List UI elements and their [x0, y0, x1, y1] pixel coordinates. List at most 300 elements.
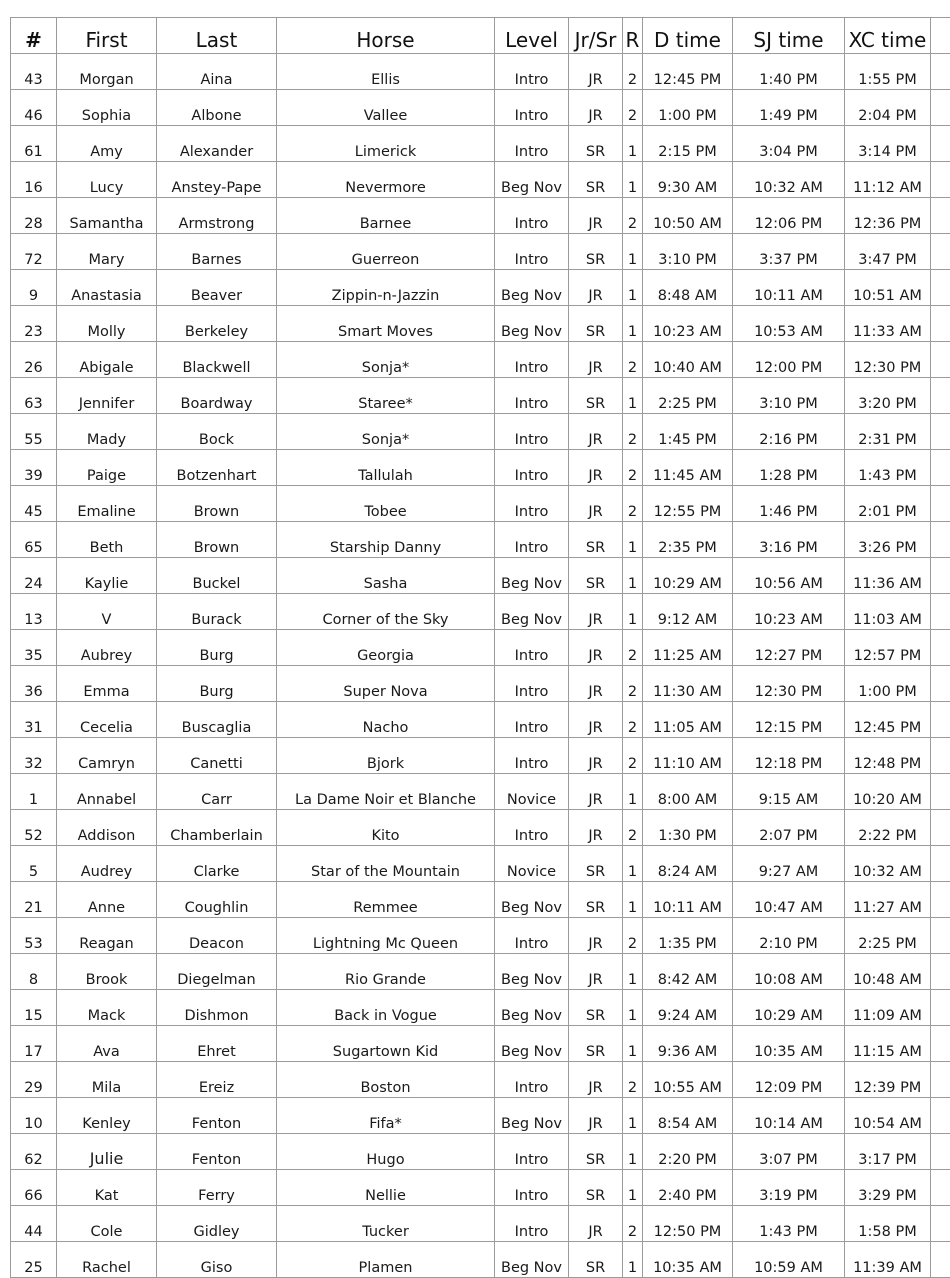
first-name-cell: Julie — [57, 1134, 157, 1170]
table-row — [11, 774, 950, 810]
dressage-time-cell: 1:00 PM — [643, 90, 733, 126]
cross-country-time-cell: 12:48 PM — [845, 738, 931, 774]
extra-empty-cell — [931, 954, 950, 990]
level-cell: Intro — [495, 810, 569, 846]
jr-sr-cell: SR — [569, 558, 623, 594]
first-name-cell: Morgan — [57, 54, 157, 90]
last-name-cell: Ehret — [157, 1026, 277, 1062]
table-row — [11, 882, 950, 918]
extra-empty-cell — [931, 270, 950, 306]
horse-name-cell: Tallulah — [277, 450, 495, 486]
rider-number-cell: 63 — [11, 378, 57, 414]
table-row — [11, 342, 950, 378]
show-jumping-time-cell: 10:32 AM — [733, 162, 845, 198]
first-name-cell: V — [57, 594, 157, 630]
table-row — [11, 162, 950, 198]
show-jumping-time-cell: 3:19 PM — [733, 1170, 845, 1206]
cross-country-time-cell: 3:26 PM — [845, 522, 931, 558]
extra-empty-cell — [931, 594, 950, 630]
ring-cell: 2 — [623, 342, 643, 378]
show-jumping-time-cell: 10:11 AM — [733, 270, 845, 306]
rider-number-cell: 39 — [11, 450, 57, 486]
horse-name-cell: Sonja* — [277, 342, 495, 378]
horse-name-cell: Limerick — [277, 126, 495, 162]
level-cell: Beg Nov — [495, 882, 569, 918]
cross-country-time-cell: 3:29 PM — [845, 1170, 931, 1206]
first-name-cell: Kaylie — [57, 558, 157, 594]
last-name-cell: Ferry — [157, 1170, 277, 1206]
ring-cell: 2 — [623, 1206, 643, 1242]
extra-empty-cell — [931, 1242, 950, 1278]
dressage-time-cell: 8:24 AM — [643, 846, 733, 882]
level-cell: Beg Nov — [495, 1242, 569, 1278]
ring-cell: 1 — [623, 882, 643, 918]
rider-number-cell: 32 — [11, 738, 57, 774]
jr-sr-cell: JR — [569, 954, 623, 990]
horse-name-cell: Sugartown Kid — [277, 1026, 495, 1062]
cross-country-time-cell: 2:25 PM — [845, 918, 931, 954]
ring-cell: 1 — [623, 1242, 643, 1278]
level-cell: Intro — [495, 702, 569, 738]
last-name-cell: Fenton — [157, 1134, 277, 1170]
first-name-cell: Sophia — [57, 90, 157, 126]
show-jumping-time-cell: 1:43 PM — [733, 1206, 845, 1242]
first-name-cell: Addison — [57, 810, 157, 846]
rider-number-cell: 72 — [11, 234, 57, 270]
ring-cell: 1 — [623, 378, 643, 414]
level-cell: Beg Nov — [495, 306, 569, 342]
table-row — [11, 594, 950, 630]
extra-empty-cell — [931, 378, 950, 414]
cross-country-time-cell: 11:33 AM — [845, 306, 931, 342]
level-cell: Novice — [495, 846, 569, 882]
last-name-cell: Dishmon — [157, 990, 277, 1026]
first-name-cell: Cole — [57, 1206, 157, 1242]
show-jumping-time-cell: 10:14 AM — [733, 1098, 845, 1134]
level-cell: Intro — [495, 1170, 569, 1206]
horse-name-cell: Kito — [277, 810, 495, 846]
cross-country-time-cell: 11:09 AM — [845, 990, 931, 1026]
horse-name-cell: Nevermore — [277, 162, 495, 198]
horse-name-cell: Lightning Mc Queen — [277, 918, 495, 954]
cross-country-time-cell: 10:20 AM — [845, 774, 931, 810]
cross-country-time-cell: 12:36 PM — [845, 198, 931, 234]
last-name-cell: Ereiz — [157, 1062, 277, 1098]
dressage-time-cell: 11:05 AM — [643, 702, 733, 738]
extra-empty-cell — [931, 522, 950, 558]
extra-empty-cell — [931, 846, 950, 882]
show-jumping-time-cell: 10:23 AM — [733, 594, 845, 630]
first-name-cell: Anne — [57, 882, 157, 918]
jr-sr-cell: JR — [569, 1098, 623, 1134]
rider-number-cell: 5 — [11, 846, 57, 882]
first-name-cell: Samantha — [57, 198, 157, 234]
jr-sr-cell: JR — [569, 486, 623, 522]
horse-name-cell: Corner of the Sky — [277, 594, 495, 630]
cross-country-time-cell: 3:20 PM — [845, 378, 931, 414]
show-jumping-time-cell: 1:49 PM — [733, 90, 845, 126]
rider-number-cell: 36 — [11, 666, 57, 702]
ring-cell: 1 — [623, 774, 643, 810]
last-name-cell: Burg — [157, 630, 277, 666]
ring-cell: 2 — [623, 702, 643, 738]
horse-name-cell: Super Nova — [277, 666, 495, 702]
rider-number-cell: 26 — [11, 342, 57, 378]
jr-sr-cell: SR — [569, 306, 623, 342]
first-name-cell: Rachel — [57, 1242, 157, 1278]
table-row — [11, 630, 950, 666]
level-cell: Beg Nov — [495, 1098, 569, 1134]
dressage-time-cell: 2:25 PM — [643, 378, 733, 414]
dressage-time-cell: 1:45 PM — [643, 414, 733, 450]
last-name-cell: Aina — [157, 54, 277, 90]
jr-sr-cell: JR — [569, 666, 623, 702]
level-cell: Intro — [495, 54, 569, 90]
first-name-cell: Mila — [57, 1062, 157, 1098]
table-row — [11, 666, 950, 702]
horse-name-cell: Bjork — [277, 738, 495, 774]
jr-sr-cell: JR — [569, 1206, 623, 1242]
level-cell: Intro — [495, 918, 569, 954]
ring-cell: 1 — [623, 306, 643, 342]
extra-empty-cell — [931, 990, 950, 1026]
jr-sr-cell: JR — [569, 54, 623, 90]
horse-name-cell: Remmee — [277, 882, 495, 918]
dressage-time-cell: 12:55 PM — [643, 486, 733, 522]
first-name-cell: Brook — [57, 954, 157, 990]
last-name-cell: Diegelman — [157, 954, 277, 990]
extra-empty-cell — [931, 234, 950, 270]
first-name-cell: Ava — [57, 1026, 157, 1062]
table-row — [11, 270, 950, 306]
extra-empty-cell — [931, 1206, 950, 1242]
table-row — [11, 414, 950, 450]
dressage-time-cell: 11:25 AM — [643, 630, 733, 666]
dressage-time-cell: 10:23 AM — [643, 306, 733, 342]
show-jumping-time-cell: 12:09 PM — [733, 1062, 845, 1098]
table-row — [11, 1098, 950, 1134]
first-name-cell: Cecelia — [57, 702, 157, 738]
show-jumping-time-cell: 1:28 PM — [733, 450, 845, 486]
table-row — [11, 1134, 950, 1170]
header-row — [11, 18, 950, 54]
cross-country-time-cell: 11:27 AM — [845, 882, 931, 918]
extra-empty-cell — [931, 630, 950, 666]
first-name-cell: Reagan — [57, 918, 157, 954]
dressage-time-cell: 11:45 AM — [643, 450, 733, 486]
show-jumping-time-cell: 10:53 AM — [733, 306, 845, 342]
cross-country-time-cell: 12:57 PM — [845, 630, 931, 666]
jr-sr-cell: JR — [569, 90, 623, 126]
dressage-time-cell: 11:10 AM — [643, 738, 733, 774]
last-name-cell: Canetti — [157, 738, 277, 774]
table-row — [11, 522, 950, 558]
cross-country-time-cell: 11:12 AM — [845, 162, 931, 198]
show-jumping-time-cell: 3:37 PM — [733, 234, 845, 270]
ring-cell: 2 — [623, 630, 643, 666]
rider-number-cell: 13 — [11, 594, 57, 630]
header-horse: Horse — [277, 18, 495, 54]
jr-sr-cell: SR — [569, 882, 623, 918]
show-jumping-time-cell: 10:29 AM — [733, 990, 845, 1026]
level-cell: Beg Nov — [495, 1026, 569, 1062]
show-jumping-time-cell: 10:08 AM — [733, 954, 845, 990]
last-name-cell: Clarke — [157, 846, 277, 882]
extra-empty-cell — [931, 198, 950, 234]
header-last-name: Last — [157, 18, 277, 54]
first-name-cell: Paige — [57, 450, 157, 486]
horse-name-cell: Plamen — [277, 1242, 495, 1278]
header-first-name: First — [57, 18, 157, 54]
rider-number-cell: 62 — [11, 1134, 57, 1170]
rider-number-cell: 55 — [11, 414, 57, 450]
dressage-time-cell: 10:11 AM — [643, 882, 733, 918]
ring-cell: 2 — [623, 90, 643, 126]
ring-cell: 1 — [623, 954, 643, 990]
rider-number-cell: 17 — [11, 1026, 57, 1062]
header-level: Level — [495, 18, 569, 54]
rider-number-cell: 25 — [11, 1242, 57, 1278]
header-ring: R — [623, 18, 643, 54]
jr-sr-cell: SR — [569, 162, 623, 198]
first-name-cell: Abigale — [57, 342, 157, 378]
rider-number-cell: 66 — [11, 1170, 57, 1206]
ring-cell: 1 — [623, 1134, 643, 1170]
ring-cell: 2 — [623, 486, 643, 522]
level-cell: Intro — [495, 126, 569, 162]
table-row — [11, 486, 950, 522]
jr-sr-cell: SR — [569, 1134, 623, 1170]
last-name-cell: Giso — [157, 1242, 277, 1278]
rider-number-cell: 16 — [11, 162, 57, 198]
rider-number-cell: 15 — [11, 990, 57, 1026]
last-name-cell: Berkeley — [157, 306, 277, 342]
ring-cell: 1 — [623, 1170, 643, 1206]
first-name-cell: Molly — [57, 306, 157, 342]
jr-sr-cell: JR — [569, 414, 623, 450]
horse-name-cell: Sonja* — [277, 414, 495, 450]
dressage-time-cell: 9:24 AM — [643, 990, 733, 1026]
show-jumping-time-cell: 12:27 PM — [733, 630, 845, 666]
cross-country-time-cell: 3:47 PM — [845, 234, 931, 270]
rider-number-cell: 21 — [11, 882, 57, 918]
extra-empty-cell — [931, 1134, 950, 1170]
extra-empty-cell — [931, 342, 950, 378]
ride-time-table — [10, 17, 950, 1278]
cross-country-time-cell: 2:01 PM — [845, 486, 931, 522]
last-name-cell: Fenton — [157, 1098, 277, 1134]
horse-name-cell: Tucker — [277, 1206, 495, 1242]
table-row — [11, 198, 950, 234]
extra-empty-cell — [931, 1062, 950, 1098]
level-cell: Intro — [495, 198, 569, 234]
ring-cell: 1 — [623, 270, 643, 306]
first-name-cell: Amy — [57, 126, 157, 162]
show-jumping-time-cell: 10:35 AM — [733, 1026, 845, 1062]
last-name-cell: Blackwell — [157, 342, 277, 378]
ring-cell: 1 — [623, 522, 643, 558]
dressage-time-cell: 1:30 PM — [643, 810, 733, 846]
show-jumping-time-cell: 10:59 AM — [733, 1242, 845, 1278]
level-cell: Intro — [495, 414, 569, 450]
jr-sr-cell: JR — [569, 342, 623, 378]
level-cell: Novice — [495, 774, 569, 810]
level-cell: Intro — [495, 378, 569, 414]
extra-empty-cell — [931, 918, 950, 954]
rider-number-cell: 10 — [11, 1098, 57, 1134]
dressage-time-cell: 9:12 AM — [643, 594, 733, 630]
ring-cell: 2 — [623, 1062, 643, 1098]
dressage-time-cell: 2:40 PM — [643, 1170, 733, 1206]
jr-sr-cell: SR — [569, 846, 623, 882]
header-jr-sr: Jr/Sr — [569, 18, 623, 54]
rider-number-cell: 29 — [11, 1062, 57, 1098]
horse-name-cell: Vallee — [277, 90, 495, 126]
last-name-cell: Armstrong — [157, 198, 277, 234]
dressage-time-cell: 2:20 PM — [643, 1134, 733, 1170]
level-cell: Intro — [495, 1206, 569, 1242]
last-name-cell: Alexander — [157, 126, 277, 162]
horse-name-cell: Star of the Mountain — [277, 846, 495, 882]
show-jumping-time-cell: 9:15 AM — [733, 774, 845, 810]
level-cell: Beg Nov — [495, 990, 569, 1026]
dressage-time-cell: 2:15 PM — [643, 126, 733, 162]
horse-name-cell: Ellis — [277, 54, 495, 90]
horse-name-cell: Georgia — [277, 630, 495, 666]
ring-cell: 2 — [623, 810, 643, 846]
show-jumping-time-cell: 3:04 PM — [733, 126, 845, 162]
jr-sr-cell: SR — [569, 126, 623, 162]
jr-sr-cell: JR — [569, 594, 623, 630]
extra-empty-cell — [931, 774, 950, 810]
level-cell: Intro — [495, 450, 569, 486]
last-name-cell: Buscaglia — [157, 702, 277, 738]
table-row — [11, 1206, 950, 1242]
extra-empty-cell — [931, 702, 950, 738]
horse-name-cell: Tobee — [277, 486, 495, 522]
level-cell: Intro — [495, 666, 569, 702]
cross-country-time-cell: 2:04 PM — [845, 90, 931, 126]
rider-number-cell: 45 — [11, 486, 57, 522]
cross-country-time-cell: 12:45 PM — [845, 702, 931, 738]
cross-country-time-cell: 3:17 PM — [845, 1134, 931, 1170]
table-row — [11, 846, 950, 882]
level-cell: Intro — [495, 90, 569, 126]
show-jumping-time-cell: 9:27 AM — [733, 846, 845, 882]
cross-country-time-cell: 2:22 PM — [845, 810, 931, 846]
dressage-time-cell: 10:29 AM — [643, 558, 733, 594]
last-name-cell: Burack — [157, 594, 277, 630]
last-name-cell: Chamberlain — [157, 810, 277, 846]
last-name-cell: Barnes — [157, 234, 277, 270]
dressage-time-cell: 12:50 PM — [643, 1206, 733, 1242]
ring-cell: 1 — [623, 1026, 643, 1062]
horse-name-cell: Smart Moves — [277, 306, 495, 342]
rider-number-cell: 23 — [11, 306, 57, 342]
show-jumping-time-cell: 3:07 PM — [733, 1134, 845, 1170]
rider-number-cell: 46 — [11, 90, 57, 126]
cross-country-time-cell: 10:48 AM — [845, 954, 931, 990]
horse-name-cell: Guerreon — [277, 234, 495, 270]
cross-country-time-cell: 11:39 AM — [845, 1242, 931, 1278]
last-name-cell: Albone — [157, 90, 277, 126]
first-name-cell: Beth — [57, 522, 157, 558]
header-number: # — [11, 18, 57, 54]
first-name-cell: Emaline — [57, 486, 157, 522]
last-name-cell: Carr — [157, 774, 277, 810]
table-row — [11, 1026, 950, 1062]
horse-name-cell: Nellie — [277, 1170, 495, 1206]
table-row — [11, 1242, 950, 1278]
ring-cell: 2 — [623, 918, 643, 954]
table-row — [11, 918, 950, 954]
extra-empty-cell — [931, 1170, 950, 1206]
rider-number-cell: 35 — [11, 630, 57, 666]
level-cell: Intro — [495, 738, 569, 774]
extra-empty-cell — [931, 90, 950, 126]
last-name-cell: Boardway — [157, 378, 277, 414]
dressage-time-cell: 11:30 AM — [643, 666, 733, 702]
cross-country-time-cell: 1:58 PM — [845, 1206, 931, 1242]
rider-number-cell: 44 — [11, 1206, 57, 1242]
ring-cell: 1 — [623, 558, 643, 594]
level-cell: Beg Nov — [495, 558, 569, 594]
rider-number-cell: 61 — [11, 126, 57, 162]
cross-country-time-cell: 1:55 PM — [845, 54, 931, 90]
show-jumping-time-cell: 12:30 PM — [733, 666, 845, 702]
extra-empty-cell — [931, 882, 950, 918]
extra-empty-cell — [931, 738, 950, 774]
table-row — [11, 1062, 950, 1098]
header-cross-country-time: XC time — [845, 18, 931, 54]
horse-name-cell: Barnee — [277, 198, 495, 234]
show-jumping-time-cell: 12:18 PM — [733, 738, 845, 774]
jr-sr-cell: JR — [569, 450, 623, 486]
dressage-time-cell: 8:42 AM — [643, 954, 733, 990]
dressage-time-cell: 2:35 PM — [643, 522, 733, 558]
table-row — [11, 234, 950, 270]
table-row — [11, 1170, 950, 1206]
horse-name-cell: La Dame Noir et Blanche — [277, 774, 495, 810]
level-cell: Beg Nov — [495, 162, 569, 198]
ring-cell: 1 — [623, 594, 643, 630]
show-jumping-time-cell: 3:16 PM — [733, 522, 845, 558]
extra-empty-cell — [931, 306, 950, 342]
jr-sr-cell: SR — [569, 990, 623, 1026]
level-cell: Intro — [495, 486, 569, 522]
jr-sr-cell: JR — [569, 918, 623, 954]
show-jumping-time-cell: 2:16 PM — [733, 414, 845, 450]
level-cell: Intro — [495, 522, 569, 558]
ring-cell: 2 — [623, 666, 643, 702]
ring-cell: 1 — [623, 1098, 643, 1134]
dressage-time-cell: 8:00 AM — [643, 774, 733, 810]
dressage-time-cell: 10:35 AM — [643, 1242, 733, 1278]
table-row — [11, 954, 950, 990]
show-jumping-time-cell: 1:40 PM — [733, 54, 845, 90]
extra-empty-cell — [931, 162, 950, 198]
jr-sr-cell: JR — [569, 702, 623, 738]
horse-name-cell: Sasha — [277, 558, 495, 594]
jr-sr-cell: SR — [569, 1242, 623, 1278]
extra-empty-cell — [931, 54, 950, 90]
show-jumping-time-cell: 2:07 PM — [733, 810, 845, 846]
extra-empty-cell — [931, 1026, 950, 1062]
extra-empty-cell — [931, 414, 950, 450]
horse-name-cell: Back in Vogue — [277, 990, 495, 1026]
rider-number-cell: 9 — [11, 270, 57, 306]
show-jumping-time-cell: 3:10 PM — [733, 378, 845, 414]
